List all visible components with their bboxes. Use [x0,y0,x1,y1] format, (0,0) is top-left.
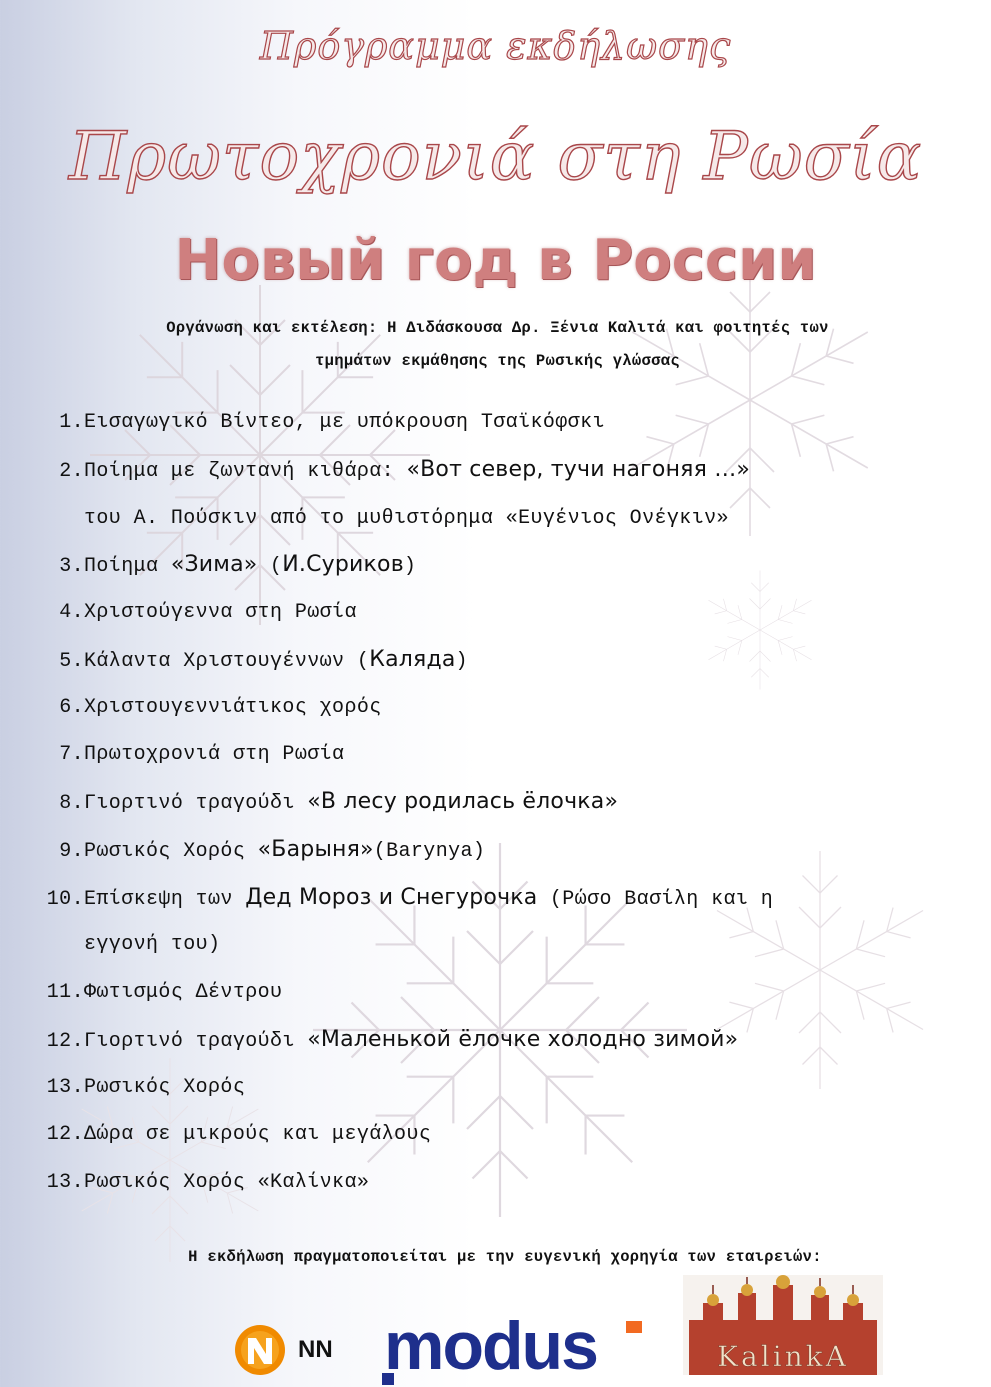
list-item: 7.Πρωτοχρονιά στη Ρωσία [59,743,345,766]
list-item: 13.Ρωσικός Χορός [46,1076,246,1099]
nn-logo-text: NN [298,1336,333,1363]
program-subtitle: Πρόγραμμα εκδήλωσης [259,24,732,68]
list-item-continuation: του Α. Πούσκιν από το μυθιστόρημα «Ευγένιος Ονέγκιν» [84,507,729,530]
list-item: 9.Ρωσικός Χορός «Барыня»(Barynya) [59,837,486,863]
list-item: 4.Χριστούγεννα στη Ρωσία [59,601,357,624]
organizer-line-1: Οργάνωση και εκτέλεση: Η Διδάσκουσα Δρ. Ξένια Καλιτά και φοιτητές των [166,319,829,337]
list-item: 6.Χριστουγεννιάτικος χορός [59,696,382,719]
list-item: 10.Επίσκεψη των Дед Мороз и Снегурочка (Ρώσο Βασίλη και η [46,885,774,911]
list-item: 12.Δώρα σε μικρούς και μεγάλους [46,1123,432,1146]
organizer-text [20,312,975,378]
sponsor-text: Η εκδήλωση πραγματοποιείται με την ευγενική χορηγία των εταιρειών: [188,1248,822,1266]
organizer-line-2: τμημάτων εκμάθησης της Ρωσικής γλώσσας [315,352,680,370]
kalinka-logo-text: KalinkA [717,1340,849,1373]
page-title: Πρωτοχρονιά στη Ρωσία [68,118,923,195]
list-item: 1.Εισαγωγικό Βίντεο, με υπόκρουση Τσαϊκόφσκι [59,411,605,434]
list-item: 13.Ρωσικός Χορός «Καλίνκα» [46,1171,370,1194]
snowflake-icon [620,264,880,536]
list-item: 2.Ποίημα με ζωντανή κιθάρα: «Вот север, тучи нагоняя …» [59,457,751,483]
list-item: 8.Γιορτινό τραγούδι «В лесу родилась ёлочка» [59,789,619,815]
list-item-continuation: εγγονή του) [84,933,221,956]
list-item: 5.Κάλαντα Χριστουγέννων (Каляда) [59,647,468,673]
page-title-russian: Новый год в России [174,228,817,293]
list-item: 3.Ποίημα «Зима» (И.Суриков) [59,552,417,578]
list-item: 11.Φωτισμός Δέντρου [46,981,283,1004]
modus-logo-text: modus [384,1308,597,1384]
list-item: 12.Γιορτινό τραγούδι «Маленькой ёлочке холодно зимой» [46,1027,739,1053]
